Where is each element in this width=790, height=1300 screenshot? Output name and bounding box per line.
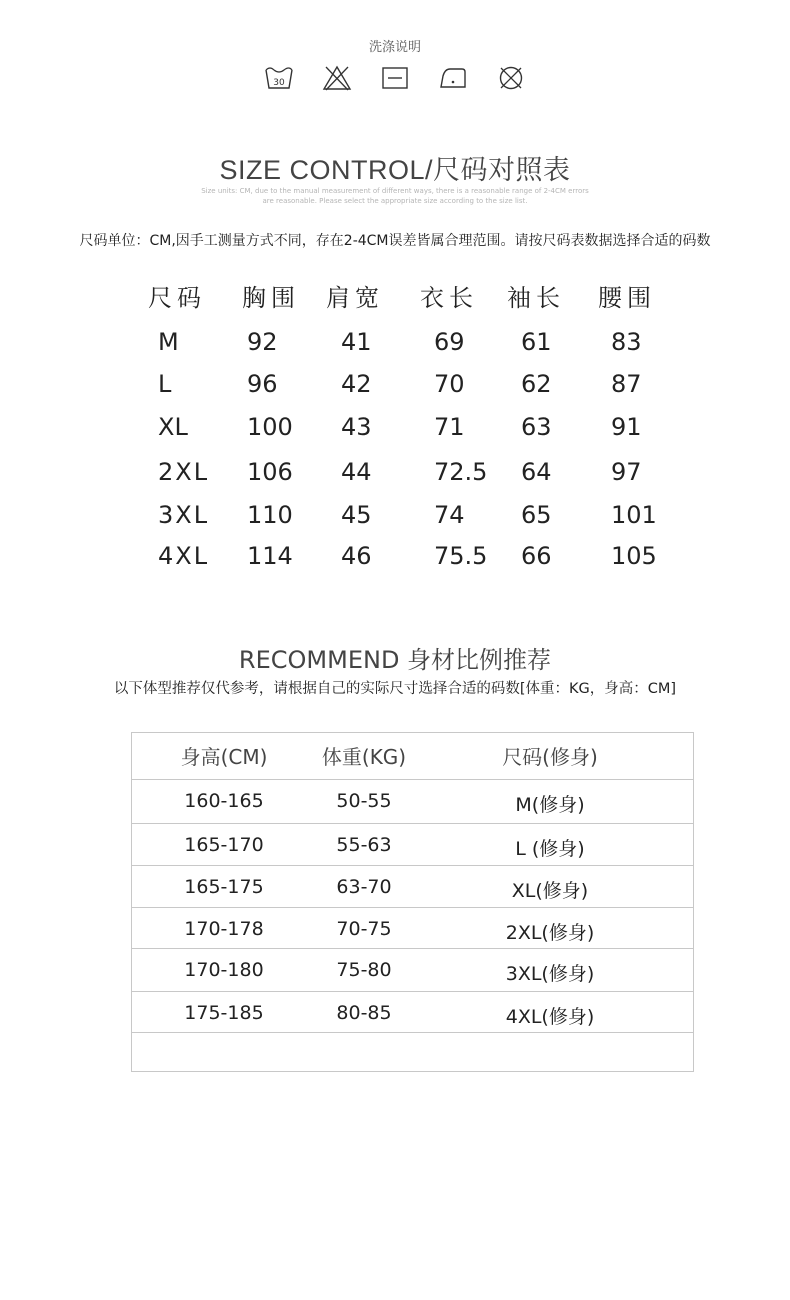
size-value: 96	[247, 370, 278, 398]
weight-range: 80-85	[336, 1002, 392, 1024]
size-value: 46	[341, 542, 372, 570]
size-value: 44	[341, 458, 372, 486]
recommend-note: 以下体型推荐仅代参考，请根据自己的实际尺寸选择合适的码数[体重：KG，身高：CM]	[113, 681, 677, 697]
size-value: 63	[521, 413, 552, 441]
size-value: 97	[611, 458, 642, 486]
dry-flat-icon	[380, 64, 410, 92]
size-unit-note: 尺码单位：CM,因手工测量方式不同，存在2-4CM误差皆属合理范围。请按尺码表数据选择合适的码数	[79, 233, 711, 249]
size-label: L	[158, 370, 172, 398]
no-bleach-icon	[322, 64, 352, 92]
table-row	[132, 908, 693, 949]
recommended-size: 4XL(修身)	[505, 1006, 595, 1028]
size-value: 105	[611, 542, 657, 570]
size-header-5: 腰围	[598, 284, 656, 312]
size-label: 4XL	[158, 542, 210, 570]
recommend-title: RECOMMEND 身材比例推荐	[238, 646, 552, 674]
size-value: 110	[247, 501, 293, 529]
height-range: 175-185	[184, 1002, 264, 1024]
size-header-2: 肩宽	[326, 284, 384, 312]
recommended-size: 3XL(修身)	[505, 963, 595, 985]
size-value: 83	[611, 328, 642, 356]
size-value: 70	[434, 370, 465, 398]
size-label: 3XL	[158, 501, 210, 529]
weight-range: 55-63	[336, 834, 392, 856]
size-value: 74	[434, 501, 465, 529]
size-value: 71	[434, 413, 465, 441]
table-row	[132, 780, 693, 824]
size-header-3: 衣长	[420, 284, 478, 312]
size-value: 62	[521, 370, 552, 398]
table-row	[132, 866, 693, 908]
size-label: 2XL	[158, 458, 210, 486]
size-value: 69	[434, 328, 465, 356]
no-dry-clean-icon	[496, 64, 526, 92]
table-row	[132, 949, 693, 992]
height-range: 165-175	[184, 876, 264, 898]
size-header-4: 袖长	[507, 284, 565, 312]
size-value: 64	[521, 458, 552, 486]
weight-range: 70-75	[336, 918, 392, 940]
size-control-title: SIZE CONTROL/尺码对照表	[219, 155, 571, 185]
recommended-size: M(修身)	[515, 794, 585, 816]
size-value: 114	[247, 542, 293, 570]
size-value: 43	[341, 413, 372, 441]
recommend-header-0: 身高(CM)	[180, 745, 268, 769]
recommend-header-1: 体重(KG)	[321, 745, 407, 769]
weight-range: 50-55	[336, 790, 392, 812]
size-label: M	[158, 328, 179, 356]
table-row	[132, 824, 693, 866]
size-value: 87	[611, 370, 642, 398]
size-control-subtitle	[0, 186, 790, 206]
iron-low-icon	[438, 64, 468, 92]
height-range: 165-170	[184, 834, 264, 856]
height-range: 170-178	[184, 918, 264, 940]
size-label: XL	[158, 413, 188, 441]
size-value: 92	[247, 328, 278, 356]
recommended-size: XL(修身)	[511, 880, 589, 902]
size-value: 75.5	[434, 542, 488, 570]
size-value: 65	[521, 501, 552, 529]
svg-text:30: 30	[273, 78, 285, 88]
size-value: 101	[611, 501, 657, 529]
size-header-1: 胸围	[242, 284, 300, 312]
weight-range: 63-70	[336, 876, 392, 898]
size-value: 91	[611, 413, 642, 441]
wash-icons-row	[0, 64, 790, 92]
subtitle-line-2: are reasonable. Please select the appropriate size according to the size list.	[262, 197, 528, 205]
weight-range: 75-80	[336, 959, 392, 981]
recommended-size: L (修身)	[515, 838, 585, 860]
recommend-table	[131, 732, 694, 1072]
size-value: 100	[247, 413, 293, 441]
size-value: 106	[247, 458, 293, 486]
size-value: 42	[341, 370, 372, 398]
recommend-header-row	[132, 733, 693, 780]
wash-instructions-title: 洗涤说明	[368, 40, 421, 55]
height-range: 160-165	[184, 790, 264, 812]
size-value: 45	[341, 501, 372, 529]
size-value: 72.5	[434, 458, 488, 486]
size-value: 66	[521, 542, 552, 570]
recommended-size: 2XL(修身)	[505, 922, 595, 944]
size-value: 61	[521, 328, 552, 356]
wash-30-icon	[264, 64, 294, 92]
table-row	[132, 992, 693, 1033]
height-range: 170-180	[184, 959, 264, 981]
subtitle-line-1: Size units: CM, due to the manual measurement of different ways, there is a reasonable range of 2-4CM errors	[201, 187, 589, 195]
recommend-header-2: 尺码(修身)	[502, 745, 598, 769]
size-header-0: 尺码	[148, 284, 206, 312]
size-value: 41	[341, 328, 372, 356]
